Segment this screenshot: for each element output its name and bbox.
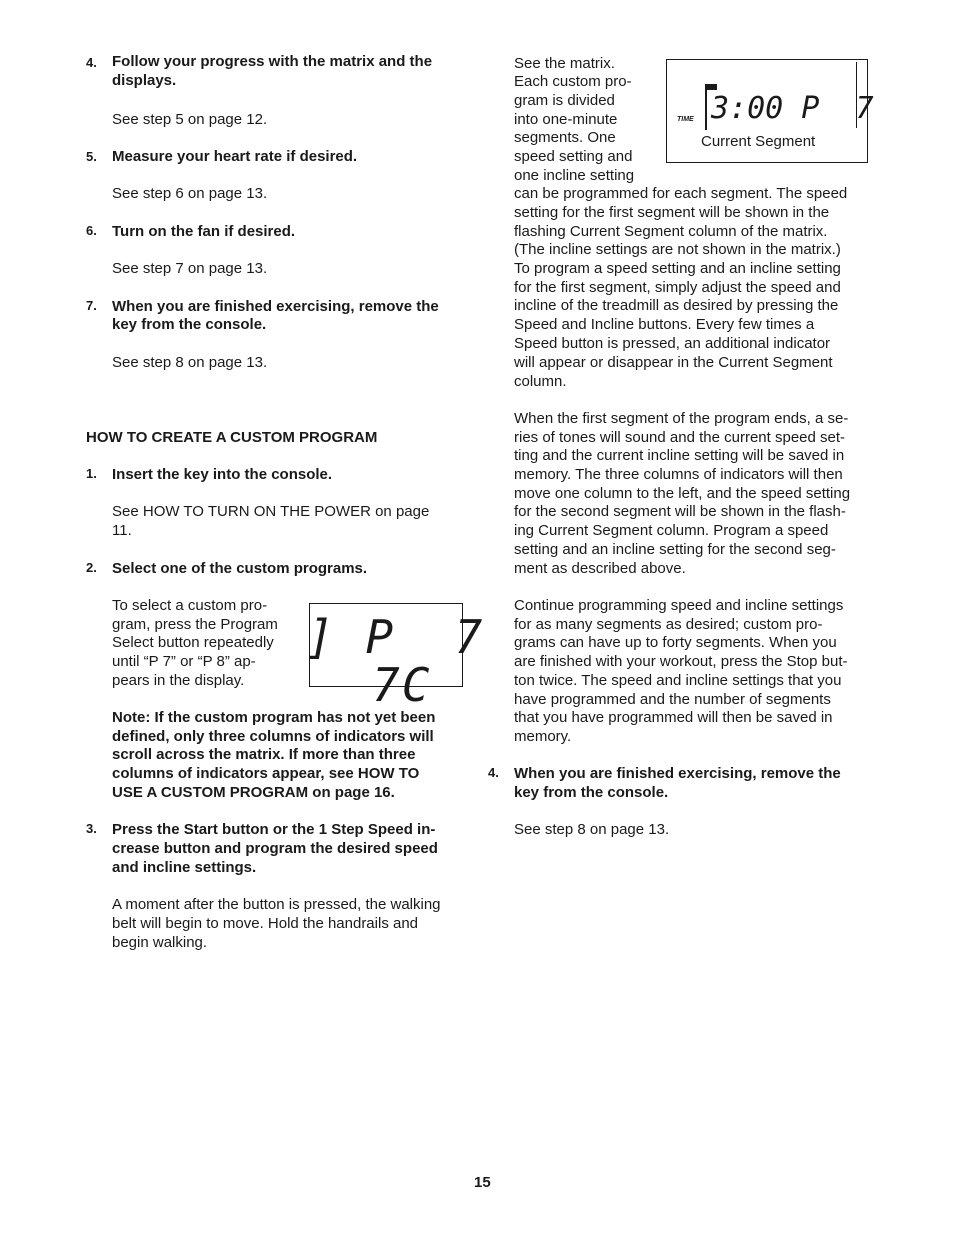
step-6-title: Turn on the fan if desired.	[112, 223, 296, 240]
lcd-program-readout: ] P 7	[306, 610, 485, 664]
right-para1-line-7: incline of the treadmill as desired by pressing the	[514, 297, 839, 314]
right-para2-line-9: ment as described above.	[514, 560, 686, 577]
note-line-1: Note: If the custom program has not yet been	[112, 709, 436, 726]
right-para3-line-7: that you have programmed will then be saved in	[514, 709, 833, 726]
custom-step-2-para-line-2: gram, press the Program	[112, 616, 278, 633]
custom-step-2-number: 2.	[86, 560, 97, 575]
right-step-4-detail: See step 8 on page 13.	[514, 821, 670, 838]
right-para1-line-9: Speed button is pressed, an additional indicator	[514, 335, 831, 352]
right-para1-line-4: (The incline settings are not shown in the matrix.)	[514, 241, 841, 258]
time-label: TIME	[677, 116, 694, 123]
custom-step-2-title: Select one of the custom programs.	[112, 560, 368, 577]
step-5-detail: See step 6 on page 13.	[112, 185, 268, 202]
custom-step-1-number: 1.	[86, 466, 97, 481]
right-intro-line-1: See the matrix.	[514, 55, 615, 72]
right-para2-line-5: move one column to the left, and the speed setting	[514, 485, 851, 502]
step-6-detail: See step 7 on page 13.	[112, 260, 268, 277]
right-para1-line-2: setting for the first segment will be shown in the	[514, 204, 830, 221]
custom-step-3-para-line-2: belt will begin to move. Hold the handrails and	[112, 915, 419, 932]
custom-step-3-title-line-3: and incline settings.	[112, 859, 257, 876]
right-para2-line-3: ting and the current incline setting will be saved in	[514, 447, 845, 464]
custom-step-3-number: 3.	[86, 821, 97, 836]
time-readout: 3:00 P 7	[711, 91, 874, 126]
custom-step-1-detail-line-2: 11.	[112, 522, 132, 539]
custom-step-3-title-line-2: crease button and program the desired speed	[112, 840, 438, 857]
note-line-5: USE A CUSTOM PROGRAM on page 16.	[112, 784, 395, 801]
custom-step-1-title: Insert the key into the console.	[112, 466, 333, 483]
right-para1-line-3: flashing Current Segment column of the matrix.	[514, 223, 828, 240]
custom-step-2-para-line-3: Select button repeatedly	[112, 634, 274, 651]
custom-step-3-para-line-1: A moment after the button is pressed, the walking	[112, 896, 441, 913]
step-4-title-line-2: displays.	[112, 72, 177, 89]
right-para2-line-7: ing Current Segment column. Program a speed	[514, 522, 829, 539]
right-para2-line-1: When the first segment of the program ends, a se-	[514, 410, 849, 427]
program-lcd-display	[306, 603, 485, 712]
step-7-number: 7.	[86, 298, 97, 313]
custom-step-2-para-line-1: To select a custom pro-	[112, 597, 268, 614]
step-7-detail: See step 8 on page 13.	[112, 354, 268, 371]
right-intro-line-5: segments. One	[514, 129, 616, 146]
right-intro-line-4: into one-minute	[514, 111, 618, 128]
right-para1-line-1: can be programmed for each segment. The speed	[514, 185, 848, 202]
right-para3-line-3: grams can have up to forty segments. When you	[514, 634, 837, 651]
step-4-title-line-1: Follow your progress with the matrix and the	[112, 53, 433, 70]
step-5-number: 5.	[86, 149, 97, 164]
right-para1-line-5: To program a speed setting and an incline setting	[514, 260, 841, 277]
step-4-detail: See step 5 on page 12.	[112, 111, 268, 128]
current-segment-display	[666, 59, 874, 163]
right-para1-line-10: will appear or disappear in the Current Segment	[514, 354, 833, 371]
step-5-title: Measure your heart rate if desired.	[112, 148, 358, 165]
note-line-2: defined, only three columns of indicators will	[112, 728, 434, 745]
custom-step-3-para-line-3: begin walking.	[112, 934, 208, 951]
right-para2-line-8: setting and an incline setting for the second seg-	[514, 541, 836, 558]
right-step-4-title-line-1: When you are finished exercising, remove the	[514, 765, 841, 782]
step-6-number: 6.	[86, 223, 97, 238]
right-para2-line-6: for the second segment will be shown in the flash-	[514, 503, 846, 520]
custom-step-2-para-line-4: until “P 7” or “P 8” ap-	[112, 653, 256, 670]
custom-step-1-detail-line-1: See HOW TO TURN ON THE POWER on page	[112, 503, 430, 520]
right-intro-line-6: speed setting and	[514, 148, 633, 165]
right-para1-line-6: for the first segment, simply adjust the speed and	[514, 279, 841, 296]
custom-step-2-para-line-5: pears in the display.	[112, 672, 245, 689]
right-para3-line-6: have programmed and the number of segments	[514, 691, 831, 708]
lcd-partial-readout: 7C	[372, 658, 432, 712]
right-intro-line-2: Each custom pro-	[514, 73, 632, 90]
right-para3-line-1: Continue programming speed and incline settings	[514, 597, 844, 614]
right-para3-line-4: are finished with your workout, press the Stop but-	[514, 653, 848, 670]
custom-step-3-title-line-1: Press the Start button or the 1 Step Speed in-	[112, 821, 436, 838]
current-segment-line	[705, 84, 707, 130]
page-number: 15	[474, 1174, 491, 1191]
right-step-4-number: 4.	[488, 765, 499, 780]
right-step-4-title-line-2: key from the console.	[514, 784, 669, 801]
right-para3-line-8: memory.	[514, 728, 572, 745]
right-para3-line-2: for as many segments as desired; custom pro-	[514, 616, 823, 633]
note-line-3: scroll across the matrix. If more than three	[112, 746, 416, 763]
current-segment-caption: Current Segment	[701, 133, 816, 150]
right-para2-line-2: ries of tones will sound and the current speed set-	[514, 429, 846, 446]
step-7-title-line-2: key from the console.	[112, 316, 267, 333]
step-4-number: 4.	[86, 55, 97, 70]
right-intro-line-3: gram is divided	[514, 92, 615, 109]
note-line-4: columns of indicators appear, see HOW TO	[112, 765, 420, 782]
right-intro-line-7: one incline setting	[514, 167, 635, 184]
step-7-title-line-1: When you are finished exercising, remove the	[112, 298, 439, 315]
section-heading: HOW TO CREATE A CUSTOM PROGRAM	[86, 429, 378, 446]
right-para1-line-11: column.	[514, 373, 567, 390]
right-para3-line-5: ton twice. The speed and incline settings that you	[514, 672, 842, 689]
right-para1-line-8: Speed and Incline buttons. Every few times a	[514, 316, 815, 333]
right-para2-line-4: memory. The three columns of indicators will then	[514, 466, 843, 483]
